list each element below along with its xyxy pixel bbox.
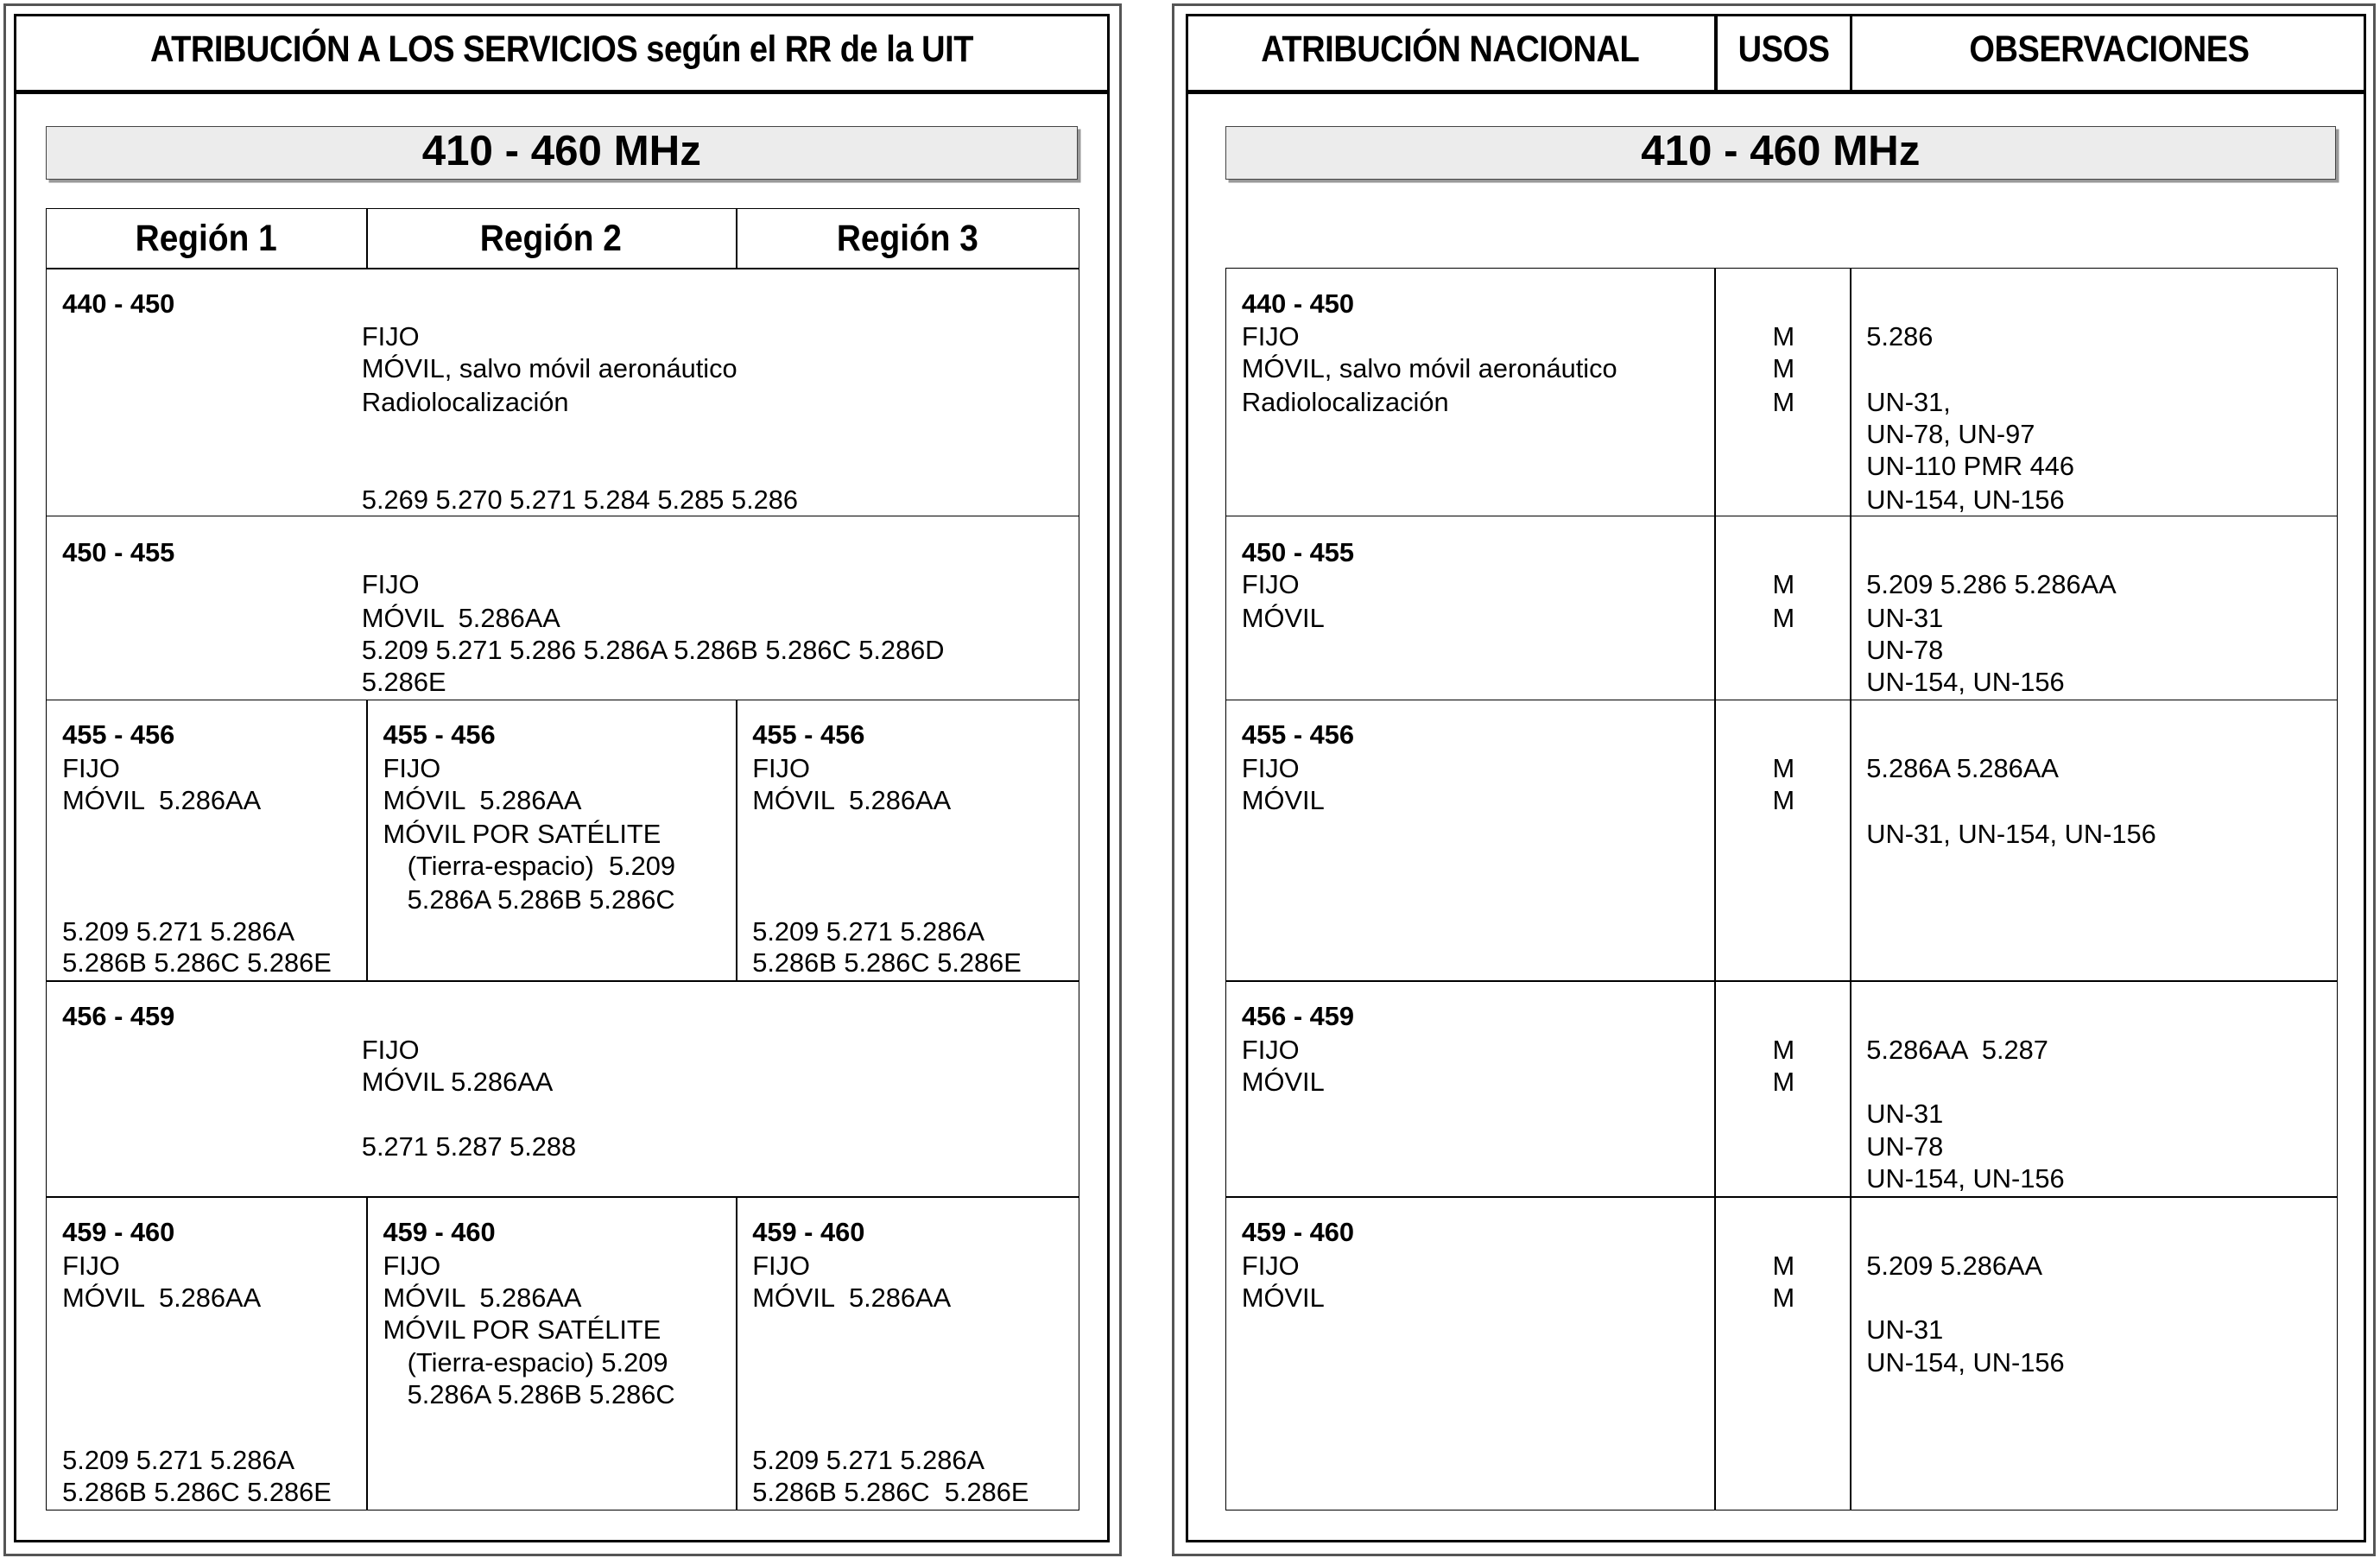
region-divider <box>736 700 737 981</box>
footnotes: 5.286B 5.286C 5.286E <box>62 947 332 978</box>
band-range: 455 - 456 <box>752 719 865 750</box>
footnotes: 5.209 5.271 5.286 5.286A 5.286B 5.286C 5.286D <box>361 634 945 665</box>
service: MÓVIL 5.286AA <box>383 1282 582 1313</box>
band-range: 450 - 455 <box>1241 537 1355 568</box>
service: MÓVIL, salvo móvil aeronáutico <box>1241 353 1617 384</box>
row-separator <box>46 700 1079 701</box>
uso: M <box>1772 785 1795 816</box>
service: FIJO <box>1241 321 1300 352</box>
band-range: 459 - 460 <box>752 1217 865 1247</box>
service: MÓVIL 5.286AA <box>62 785 262 816</box>
service: MÓVIL 5.286AA <box>62 1282 262 1313</box>
uso: M <box>1772 569 1795 600</box>
service: FIJO <box>361 569 420 600</box>
region-divider <box>366 208 368 268</box>
observation: UN-110 PMR 446 <box>1866 450 2075 481</box>
service: FIJO <box>1241 569 1300 600</box>
service: FIJO <box>361 1034 420 1065</box>
left-band-label: 410 - 460 MHz <box>46 126 1078 180</box>
service-detail: 5.286A 5.286B 5.286C <box>407 1379 675 1410</box>
row-separator <box>1225 516 2338 517</box>
service: MÓVIL 5.286AA <box>752 1282 952 1313</box>
region-divider <box>736 1196 737 1510</box>
service: MÓVIL <box>1241 1066 1325 1097</box>
service: FIJO <box>1241 753 1300 784</box>
service: FIJO <box>1241 1034 1300 1065</box>
service: FIJO <box>383 753 441 784</box>
band-range: 459 - 460 <box>1241 1217 1355 1247</box>
uso: M <box>1772 753 1795 784</box>
national-table <box>1225 268 2338 1511</box>
region-2-header: Región 2 <box>479 217 623 258</box>
observation: 5.209 5.286 5.286AA <box>1866 569 2117 600</box>
right-header-rule <box>1186 90 2367 94</box>
column-divider <box>1714 268 1716 1511</box>
column-divider <box>1850 268 1851 1511</box>
observation: UN-154, UN-156 <box>1866 1347 2065 1378</box>
band-range: 456 - 459 <box>1241 1001 1355 1032</box>
region-1-header: Región 1 <box>135 217 277 258</box>
service: MÓVIL <box>1241 1282 1325 1313</box>
footnotes: 5.269 5.270 5.271 5.284 5.285 5.286 <box>361 484 799 515</box>
observation: UN-78, UN-97 <box>1866 419 2035 449</box>
footnotes: 5.286B 5.286C 5.286E <box>752 1476 1029 1507</box>
footnotes: 5.286E <box>361 666 446 697</box>
region-3-header: Región 3 <box>836 217 978 258</box>
service: Radiolocalización <box>1241 387 1449 418</box>
uso: M <box>1772 1250 1795 1281</box>
band-range: 440 - 450 <box>1241 288 1355 319</box>
observation: UN-154, UN-156 <box>1866 484 2065 515</box>
right-band-label: 410 - 460 MHz <box>1225 126 2337 180</box>
left-header-rule <box>14 90 1110 94</box>
observation: UN-78 <box>1866 1131 1944 1162</box>
uso: M <box>1772 387 1795 418</box>
observation: UN-31 <box>1866 1098 1944 1129</box>
band-range: 459 - 460 <box>383 1217 496 1247</box>
footnotes: 5.286B 5.286C 5.286E <box>62 1476 332 1507</box>
row-separator <box>46 980 1079 982</box>
service: MÓVIL <box>1241 785 1325 816</box>
band-range: 459 - 460 <box>62 1217 175 1247</box>
observation: 5.286AA 5.287 <box>1866 1034 2048 1065</box>
observation: UN-154, UN-156 <box>1866 1163 2065 1194</box>
uso: M <box>1772 602 1795 633</box>
observation: 5.286 <box>1866 321 1934 352</box>
uso: M <box>1772 1034 1795 1065</box>
region-divider <box>366 700 368 981</box>
national-allocation-header: ATRIBUCIÓN NACIONAL <box>1261 28 1639 70</box>
observation: UN-31 <box>1866 602 1944 633</box>
footnotes: 5.209 5.271 5.286A <box>62 915 295 947</box>
uso: M <box>1772 1066 1795 1097</box>
header-divider <box>1714 14 1718 90</box>
service: FIJO <box>62 753 120 784</box>
header-divider <box>1850 14 1853 90</box>
service: MÓVIL <box>1241 602 1325 633</box>
usos-header: USOS <box>1738 28 1830 70</box>
row-separator <box>1225 700 2338 701</box>
service-detail: (Tierra-espacio) 5.209 <box>407 1347 668 1378</box>
uso: M <box>1772 353 1795 384</box>
observaciones-header: OBSERVACIONES <box>1969 28 2250 70</box>
observation: UN-154, UN-156 <box>1866 666 2065 697</box>
row-separator <box>46 1196 1079 1198</box>
footnotes: 5.209 5.271 5.286A <box>752 915 985 947</box>
footnotes: 5.286B 5.286C 5.286E <box>752 947 1022 978</box>
service: MÓVIL 5.286AA <box>361 602 560 633</box>
footnotes: 5.209 5.271 5.286A <box>62 1445 295 1475</box>
service-detail: (Tierra-espacio) 5.209 <box>407 850 676 881</box>
service: FIJO <box>1241 1250 1300 1281</box>
band-range: 455 - 456 <box>62 719 175 750</box>
footnotes: 5.209 5.271 5.286A <box>752 1445 985 1475</box>
service: FIJO <box>62 1250 120 1281</box>
band-range: 455 - 456 <box>383 719 496 750</box>
observation: UN-31, UN-154, UN-156 <box>1866 818 2156 849</box>
left-page-title: ATRIBUCIÓN A LOS SERVICIOS según el RR de la UIT <box>149 28 973 70</box>
uso: M <box>1772 1282 1795 1313</box>
region-divider <box>366 1196 368 1510</box>
footnotes: 5.271 5.287 5.288 <box>361 1131 577 1162</box>
service: MÓVIL POR SATÉLITE <box>383 1314 661 1345</box>
observation: UN-31 <box>1866 1314 1944 1345</box>
band-range: 450 - 455 <box>62 537 175 568</box>
service: MÓVIL 5.286AA <box>752 785 952 816</box>
uso: M <box>1772 321 1795 352</box>
observation: UN-78 <box>1866 634 1944 665</box>
service: FIJO <box>383 1250 441 1281</box>
service: FIJO <box>752 1250 810 1281</box>
service: MÓVIL 5.286AA <box>361 1066 554 1097</box>
region-divider <box>736 208 737 268</box>
service: MÓVIL POR SATÉLITE <box>383 818 661 849</box>
service: MÓVIL 5.286AA <box>383 785 582 816</box>
service: MÓVIL, salvo móvil aeronáutico <box>361 353 737 384</box>
service-detail: 5.286A 5.286B 5.286C <box>407 884 675 915</box>
band-range: 456 - 459 <box>62 1001 175 1032</box>
service: FIJO <box>361 321 420 352</box>
service: FIJO <box>752 753 810 784</box>
region-header-rule <box>46 268 1079 269</box>
row-separator <box>1225 1196 2338 1198</box>
observation: UN-31, <box>1866 387 1951 418</box>
band-range: 440 - 450 <box>62 288 175 319</box>
row-separator <box>1225 980 2338 982</box>
service: Radiolocalización <box>361 387 569 418</box>
band-range: 455 - 456 <box>1241 719 1355 750</box>
observation: 5.209 5.286AA <box>1866 1250 2043 1281</box>
observation: 5.286A 5.286AA <box>1866 753 2059 784</box>
